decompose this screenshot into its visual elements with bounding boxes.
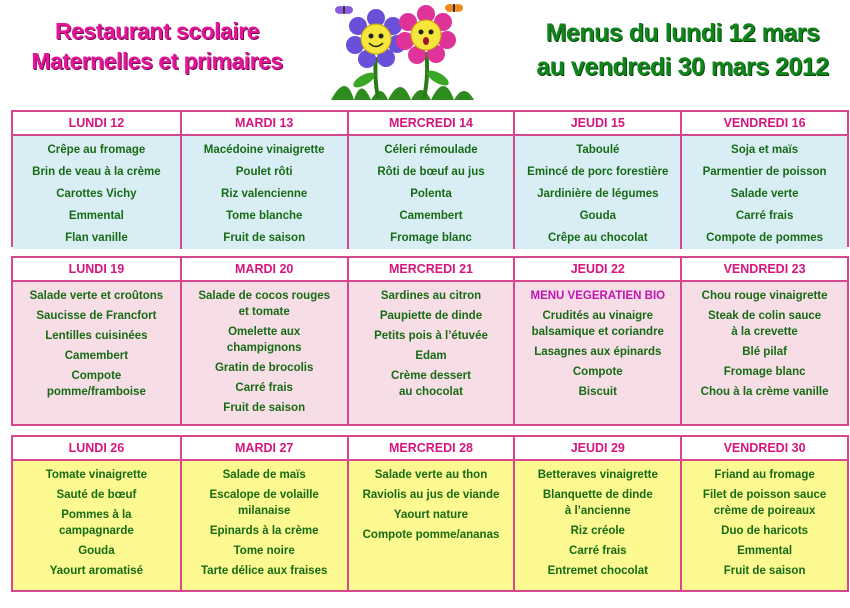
menu-item: Carré frais [735,210,794,222]
menu-item: Duo de haricots [721,525,809,537]
menu-item: Tome blanche [225,210,303,222]
day-column [180,437,347,590]
menu-item: Emincé de porc forestière [527,166,669,178]
day-header: VENDREDI 23 [682,258,847,282]
menu-item: Fruit de saison [723,565,806,577]
menu-item: Entremet chocolat [547,565,648,577]
day-header: VENDREDI 16 [682,112,847,136]
day-header: MERCREDI 28 [349,437,514,461]
week-1-menu [11,110,849,247]
menu-item: Salade verte [730,188,799,200]
menu-item: Fromage blanc [723,366,806,378]
menu-item: Camembert [64,350,129,362]
menu-item: Edam [415,350,447,362]
title-left-line2: Maternelles et primaires [31,48,283,74]
school-restaurant-title [12,16,302,76]
menu-item: Omelette aux champignons [226,326,302,354]
menu-item: Raviolis au jus de viande [362,489,500,501]
menu-item: Fromage blanc [390,232,472,244]
menu-item: Riz créole [570,525,625,537]
menu-item: Betteraves vinaigrette [537,469,658,481]
day-header: MERCREDI 21 [349,258,514,282]
menu-item: Petits pois à l’étuvée [374,330,488,342]
day-column [13,437,180,590]
menu-item: Salade verte et croûtons [29,290,164,302]
day-header: LUNDI 26 [13,437,180,461]
day-header: JEUDI 22 [515,258,680,282]
day-header: MARDI 13 [182,112,347,136]
day-column [680,112,847,249]
day-header: LUNDI 19 [13,258,180,282]
menu-item: Carré frais [235,382,293,394]
day-column [180,112,347,249]
day-column [13,258,180,424]
menu-item: Crêpe au fromage [47,144,146,156]
menu-item: Compote pomme/framboise [46,370,146,398]
menu-item: Salade verte au thon [374,469,488,481]
flowers-illustration [326,2,476,102]
day-column [680,437,847,590]
day-header: MERCREDI 14 [349,112,514,136]
day-header: LUNDI 12 [13,112,180,136]
day-column [180,258,347,424]
title-right-line1: Menus du lundi 12 mars [545,19,820,47]
menu-item: Pommes à la campagnarde [59,509,134,537]
menu-item: Poulet rôti [235,166,293,178]
week-3-menu [11,435,849,592]
menu-item: Camembert [399,210,463,222]
day-column [347,437,514,590]
menu-item: Salade de cocos rouges et tomate [198,290,331,318]
menu-item: Yaourt aromatisé [49,565,144,577]
menu-item: Tomate vinaigrette [45,469,148,481]
menu-item: Sardines au citron [380,290,482,302]
menu-item: Crème dessert au chocolat [391,370,471,398]
menu-item: Chou rouge vinaigrette [701,290,828,302]
menu-item: Soja et maïs [731,144,799,156]
menu-item: Epinards à la crème [209,525,319,537]
day-column [513,112,680,249]
menu-item: Compote [572,366,623,378]
week-2-menu [11,256,849,426]
menu-item: Friand au fromage [714,469,815,481]
menu-item: Riz valencienne [221,188,308,200]
menu-item: Polenta [410,188,452,200]
day-header: MARDI 20 [182,258,347,282]
menu-item: Biscuit [578,386,617,398]
day-header: JEUDI 29 [515,437,680,461]
menu-item: Steak de colin sauce à la crevette [708,310,822,338]
menu-item: Sauté de bœuf [56,489,137,501]
menu-item: Salade de maïs [222,469,306,481]
menu-period-title [520,16,845,84]
menu-item: Paupiette de dinde [379,310,483,322]
menu-item: Gouda [78,545,115,557]
menu-item: Flan vanille [65,232,128,244]
menu-item: Gouda [579,210,616,222]
menu-item: Tome noire [233,545,295,557]
menu-item: Carré frais [569,545,627,557]
day-column [680,258,847,424]
menu-item: Saucisse de Francfort [36,310,157,322]
menu-item: Crêpe au chocolat [547,232,648,244]
menu-item: Brin de veau à la crème [32,166,161,178]
menu-item: Carottes Vichy [56,188,137,200]
menu-item: Taboulé [576,144,620,156]
menu-item: Yaourt nature [393,509,469,521]
menu-item: Emmental [68,210,124,222]
menu-item: Gratin de brocolis [214,362,314,374]
day-column [513,437,680,590]
day-column [347,258,514,424]
menu-item: Compote de pommes [706,232,824,244]
menu-item: Lentilles cuisinées [45,330,148,342]
menu-item: Fruit de saison [223,402,306,414]
vegetarian-menu-label: MENU VEGERATIEN BIO [530,290,666,302]
day-header: MARDI 27 [182,437,347,461]
menu-item: Tarte délice aux fraises [201,565,328,577]
menu-item: Compote pomme/ananas [362,529,500,541]
menu-item: Chou à la crème vanille [700,386,829,398]
menu-item: Escalope de volaille milanaise [209,489,319,517]
menu-item: Céleri rémoulade [384,144,478,156]
day-header: JEUDI 15 [515,112,680,136]
day-column [513,258,680,424]
day-column [347,112,514,249]
menu-item: Emmental [737,545,793,557]
menu-item: Lasagnes aux épinards [534,346,662,358]
menu-item: Filet de poisson sauce crème de poireaux [702,489,827,517]
day-column [13,112,180,249]
title-left-line1: Restaurant scolaire [55,18,259,44]
menu-item: Jardinière de légumes [537,188,659,200]
menu-item: Fruit de saison [223,232,306,244]
menu-item: Crudités au vinaigre balsamique et coriandre [531,310,664,338]
menu-item: Blé pilaf [742,346,787,358]
title-right-line2: au vendredi 30 mars 2012 [536,53,829,81]
menu-item: Rôti de bœuf au jus [377,166,485,178]
menu-item: Macédoine vinaigrette [203,144,325,156]
menu-item: Parmentier de poisson [702,166,827,178]
menu-item: Blanquette de dinde à l’ancienne [542,489,653,517]
day-header: VENDREDI 30 [682,437,847,461]
